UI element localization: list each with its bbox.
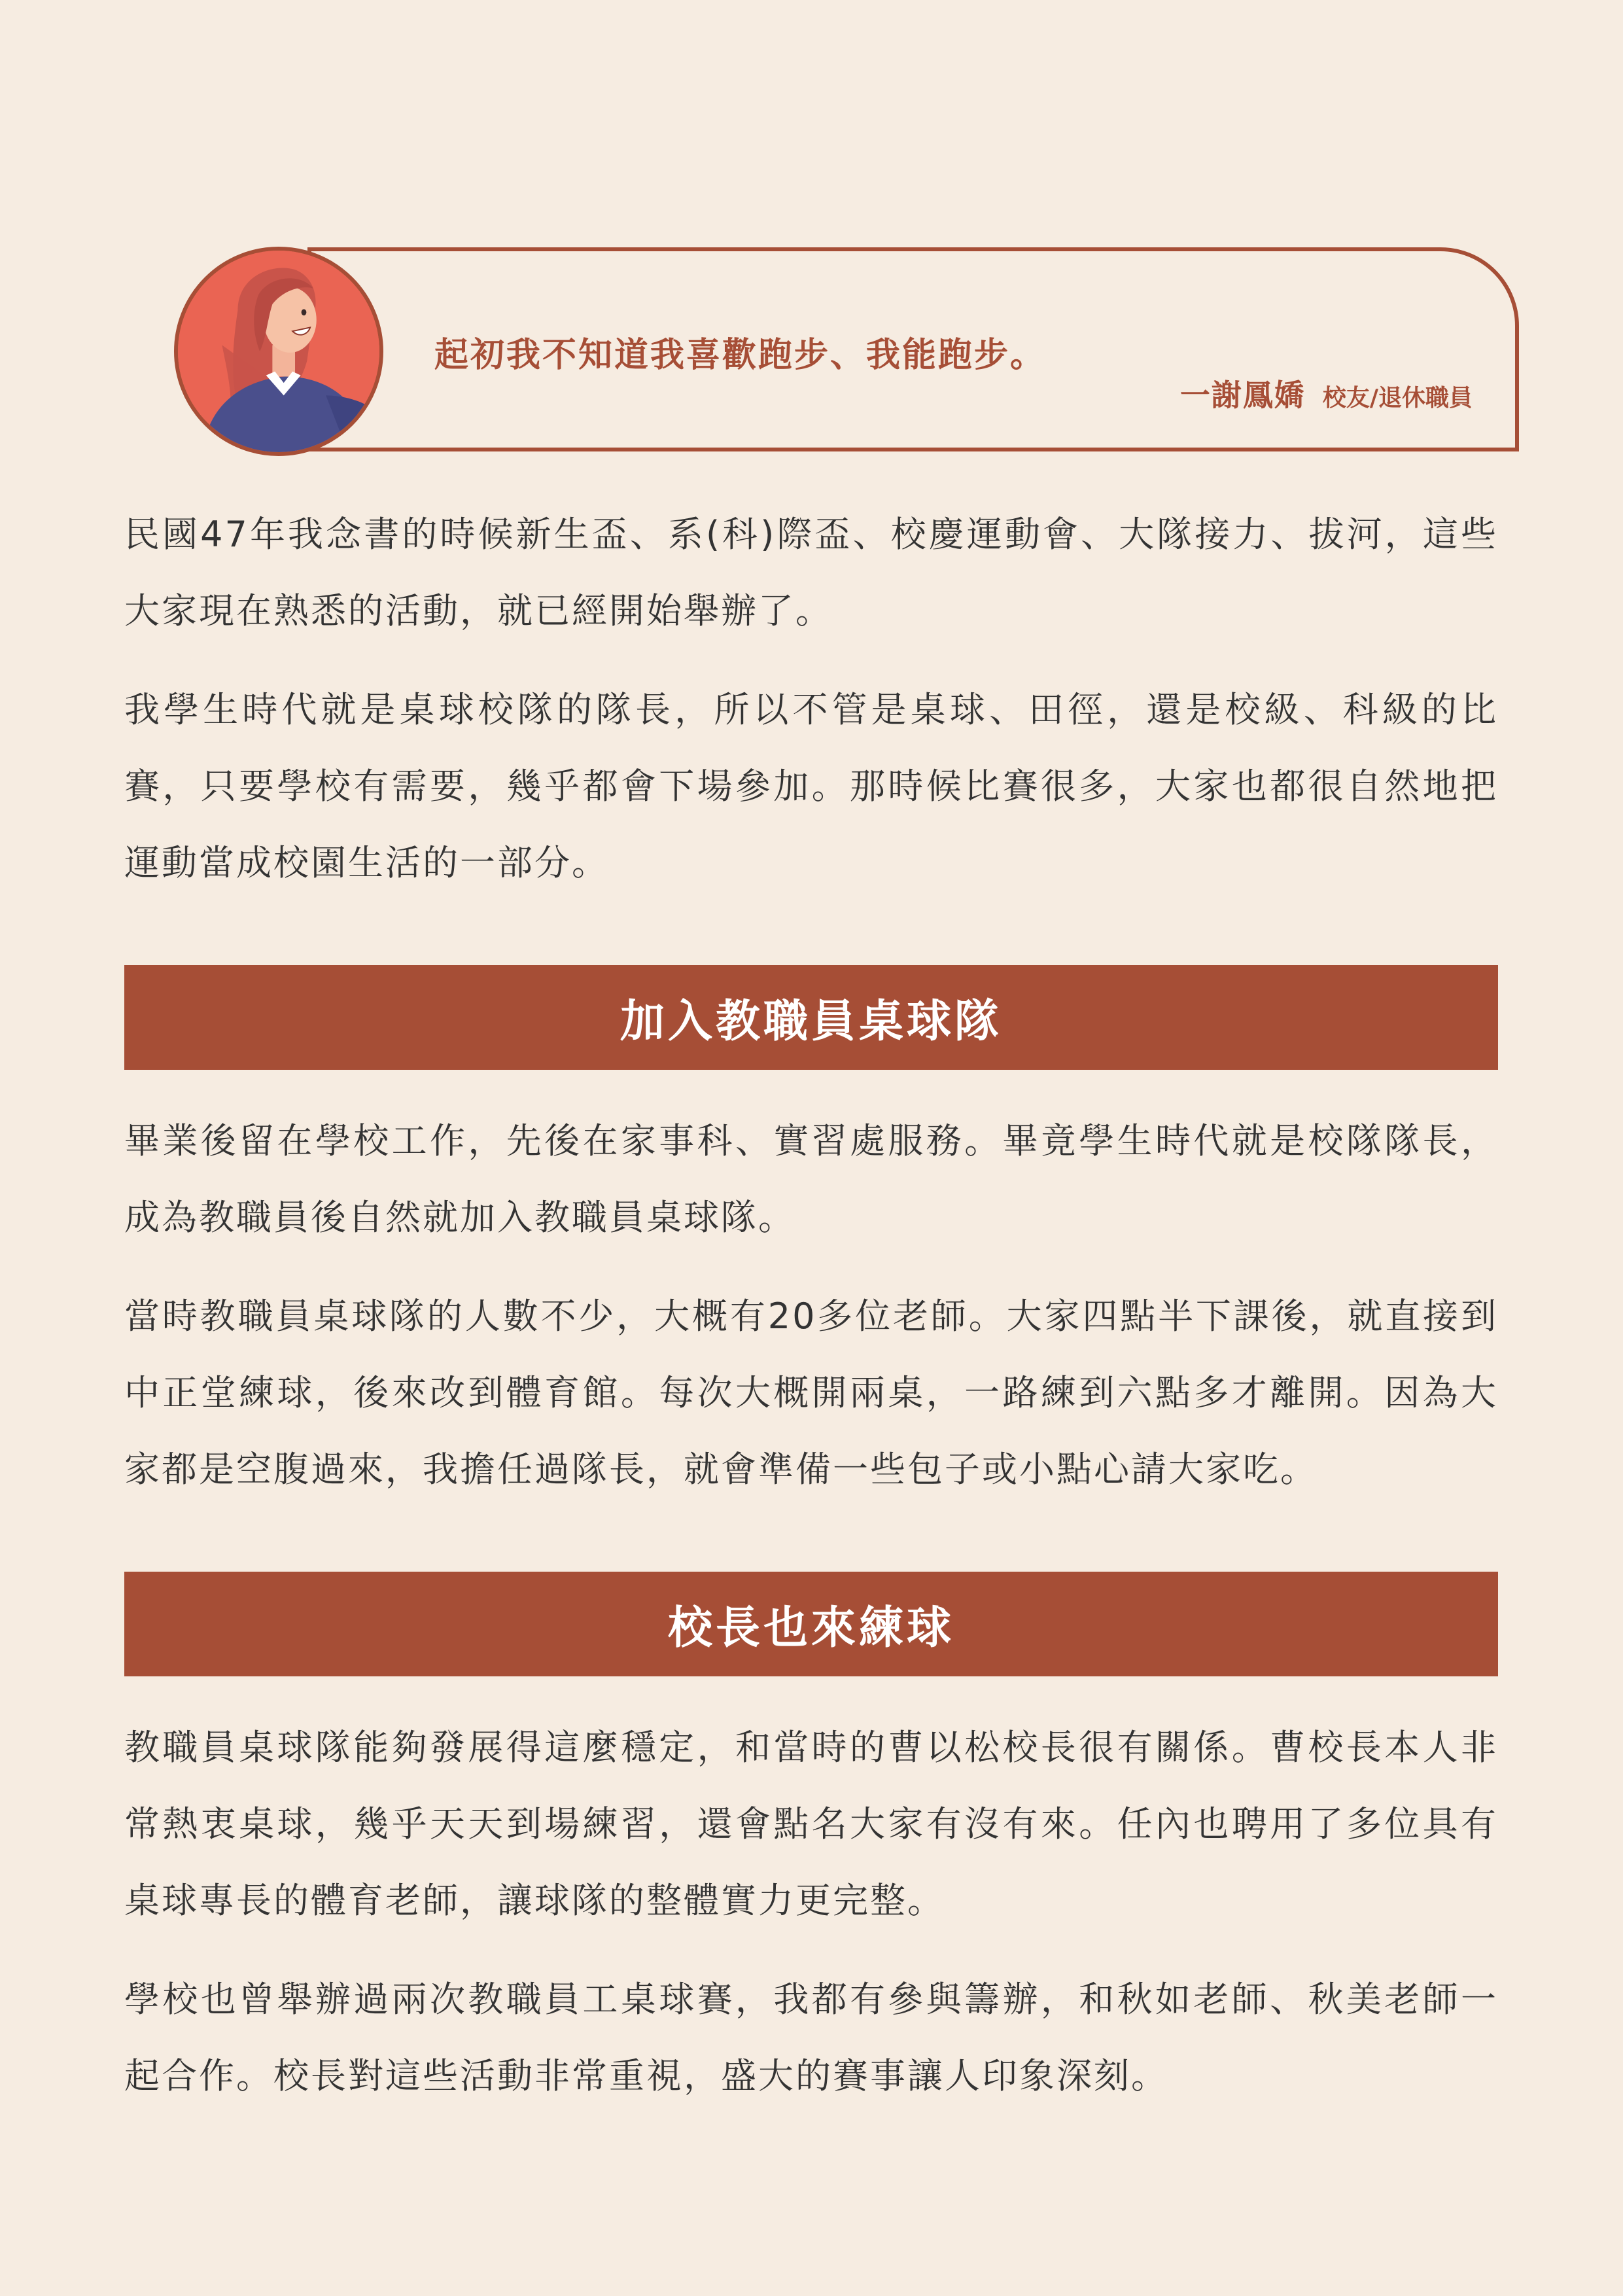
quote-text: 起初我不知道我喜歡跑步、我能跑步。 bbox=[434, 336, 1047, 375]
section2-paragraph-2: 學校也曾舉辦過兩次教職員工桌球賽，我都有參與籌辦，和秋如老師、秋美老師一起合作。校長對這些活動非常重視，盛大的賽事讓人印象深刻。 bbox=[124, 1979, 1498, 2096]
section1-paragraph-1: 畢業後留在學校工作，先後在家事科、實習處服務。畢竟學生時代就是校隊隊長，成為教職員後自然就加入教職員桌球隊。 bbox=[124, 1120, 1498, 1238]
author-role: 校友/退休職員 bbox=[1322, 385, 1473, 412]
section1-paragraph-2: 當時教職員桌球隊的人數不少，大概有20多位老師。大家四點半下課後，就直接到中正堂練球，後來改到體育館。每次大概開兩桌，一路練到六點多才離開。因為大家都是空腹過來，我擔任過隊長，就會準備一些包子或小點心請大家吃。 bbox=[124, 1296, 1498, 1490]
section2-paragraph-1: 教職員桌球隊能夠發展得這麼穩定，和當時的曹以松校長很有關係。曹校長本人非常熱衷桌球，幾乎天天到場練習，還會點名大家有沒有來。任內也聘用了多位具有桌球專長的體育老師，讓球隊的整體實力更完整。 bbox=[124, 1727, 1498, 1921]
author-name: 一謝鳳嬌 bbox=[1179, 378, 1306, 413]
article-body bbox=[124, 496, 1498, 2136]
woman-portrait-icon bbox=[178, 251, 379, 452]
section-banner-staff-team: 加入教職員桌球隊 bbox=[124, 965, 1498, 1070]
avatar bbox=[174, 247, 383, 456]
section-banner-principal: 校長也來練球 bbox=[124, 1572, 1498, 1676]
intro-paragraph-2: 我學生時代就是桌球校隊的隊長，所以不管是桌球、田徑，還是校級、科級的比賽，只要學校有需要，幾乎都會下場參加。那時候比賽很多，大家也都很自然地把運動當成校園生活的一部分。 bbox=[124, 689, 1498, 883]
quote-author bbox=[1180, 372, 1473, 415]
intro-paragraph-1: 民國47年我念書的時候新生盃、系(科)際盃、校慶運動會、大隊接力、拔河，這些大家現在熟悉的活動，就已經開始舉辦了。 bbox=[124, 514, 1498, 631]
